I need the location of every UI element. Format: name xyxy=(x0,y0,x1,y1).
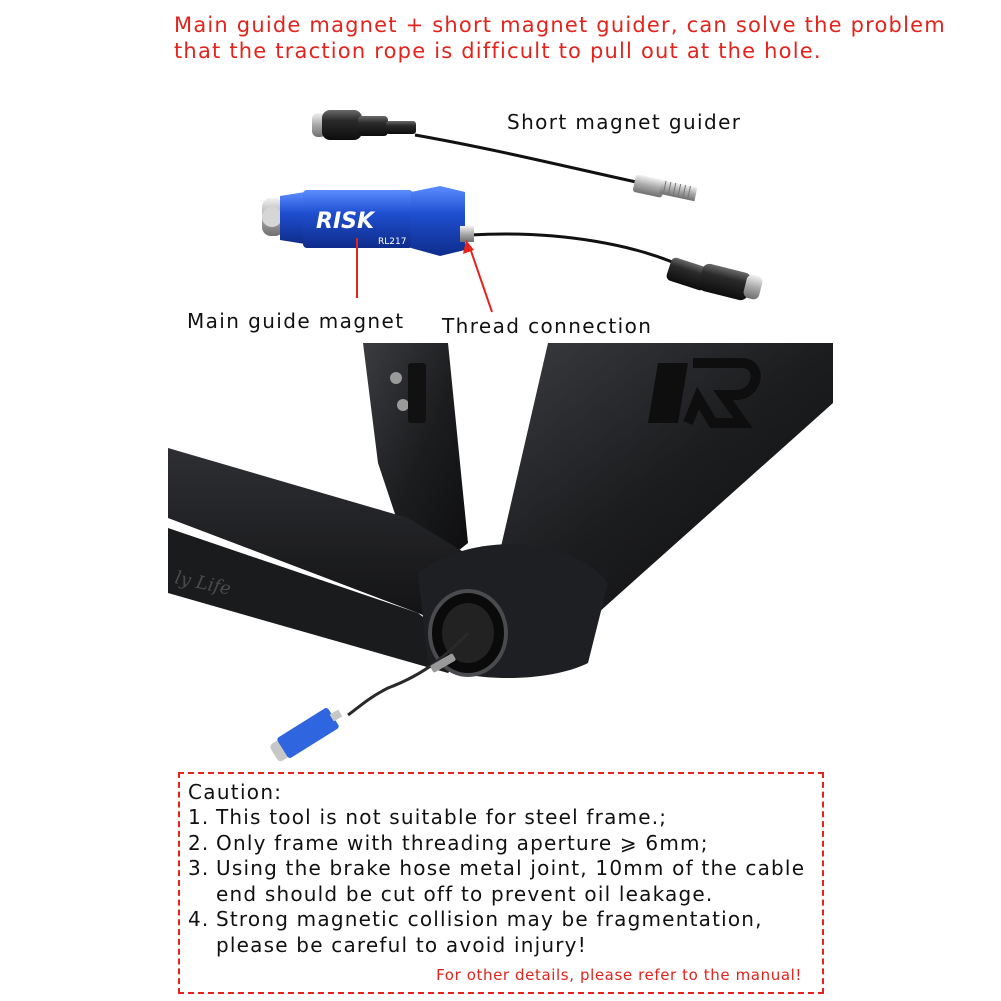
brand-logo: RISK xyxy=(316,209,375,234)
frame-print: ly Life xyxy=(172,567,233,600)
caution-list xyxy=(188,805,814,958)
caution-item: 4. Strong magnetic collision may be fragmentation, please be careful to avoid injury! xyxy=(188,907,763,957)
bike-frame-photo xyxy=(168,343,833,763)
tools-illustration xyxy=(0,0,1001,345)
thread-connection-label: Thread connection xyxy=(442,314,653,338)
short-magnet-label: Short magnet guider xyxy=(507,110,742,134)
caution-item: 3. Using the brake hose metal joint, 10mm of the cable end should be cut off to prevent oil leakage. xyxy=(188,856,806,906)
model-number: RL217 xyxy=(378,237,407,247)
main-guide-magnet xyxy=(262,186,764,302)
main-magnet-label: Main guide magnet xyxy=(187,309,405,333)
caution-item: 2. Only frame with threading aperture ⩾ 6mm; xyxy=(188,830,709,855)
caution-box xyxy=(178,772,824,994)
headline: Main guide magnet + short magnet guider, can solve the problem that the traction rope is difficult to pull out at the hole. xyxy=(174,13,946,63)
manual-footnote: For other details, please refer to the manual! xyxy=(436,966,802,984)
caution-item: 1. This tool is not suitable for steel frame.; xyxy=(188,805,668,829)
thread-pointer xyxy=(470,248,492,312)
caution-title: Caution: xyxy=(188,780,283,804)
